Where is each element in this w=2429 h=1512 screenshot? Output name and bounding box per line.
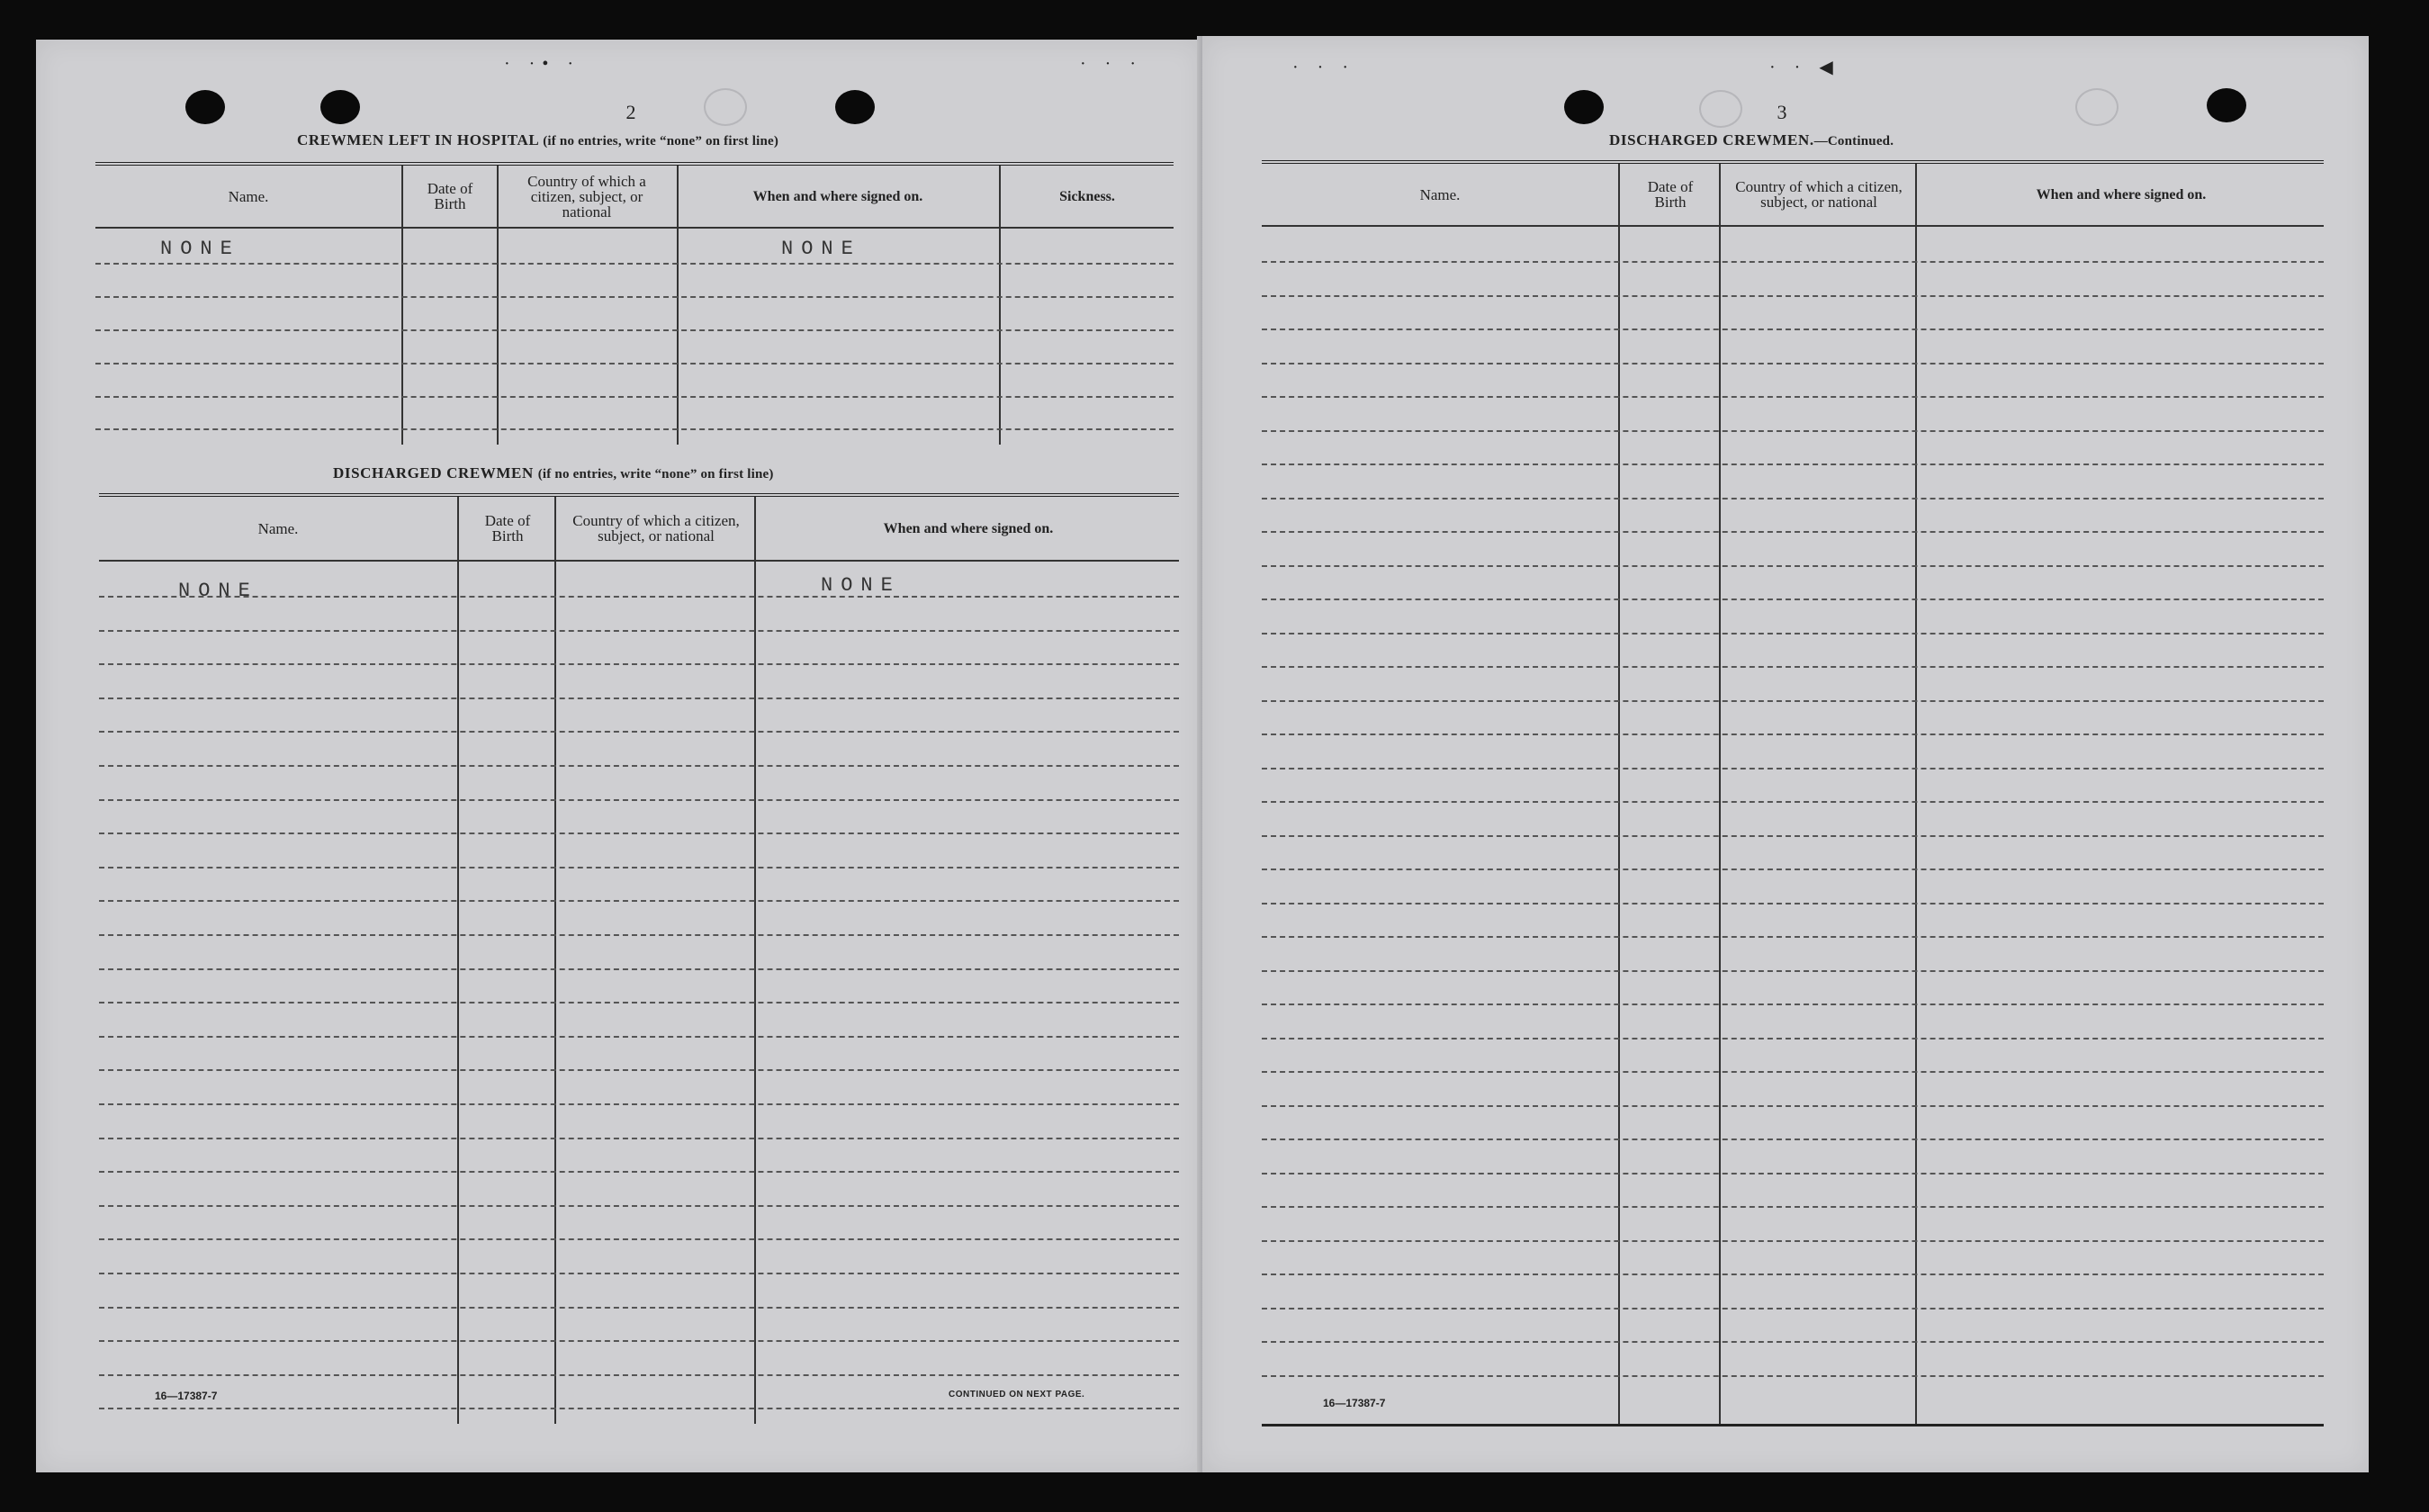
hospital-table	[95, 162, 1174, 445]
table-row	[1262, 633, 2324, 634]
table-row	[1262, 1240, 2324, 1242]
continued-title-text: DISCHARGED CREWMEN.	[1609, 131, 1814, 148]
form-code: 16—17387-7	[1323, 1397, 1386, 1409]
table-row	[1262, 700, 2324, 702]
hospital-title-note: (if no entries, write “none” on first line)	[543, 134, 779, 148]
continued-note: CONTINUED ON NEXT PAGE.	[949, 1390, 1085, 1400]
table-row	[99, 1002, 1179, 1004]
table-row	[1262, 801, 2324, 803]
left-page: · ·• · · · · 2 CREWMEN LEFT IN HOSPITAL (if no entries, write “none” on first line) Name. Date of Birth Country of which a citizen, subject, or national When and where signed on. Sickness. NONE NONE DISCHARGED CREWMEN (if no entries, write “none” on first line) Name. Date of Birth Country of which a citizen, subject, or national When and where signed on. NONE NONE 16—17387-7 CONTINUED ON NEXT PAGE.	[36, 40, 1202, 1472]
table-row	[1262, 261, 2324, 263]
table-row	[99, 900, 1179, 902]
punch-hole-icon	[835, 90, 875, 124]
table-row	[1262, 598, 2324, 600]
table-row	[1262, 565, 2324, 567]
table-row	[1262, 1071, 2324, 1073]
table-row	[1262, 396, 2324, 398]
col-name: Name.	[228, 187, 269, 205]
table-row	[99, 1340, 1179, 1342]
discharged-section-title	[333, 464, 774, 482]
table-row	[99, 765, 1179, 767]
col-signed-on: When and where signed on.	[883, 520, 1054, 536]
table-row	[99, 1374, 1179, 1376]
table-row	[1262, 936, 2324, 938]
table-row	[1262, 1375, 2324, 1377]
table-row	[99, 1408, 1179, 1409]
punch-hole-icon	[185, 90, 225, 124]
table-row	[1262, 295, 2324, 297]
table-row	[99, 596, 1179, 598]
table-row	[1262, 1206, 2324, 1208]
table-row	[99, 832, 1179, 834]
table-row	[99, 1036, 1179, 1038]
discharged-name-entry: NONE	[178, 580, 258, 602]
form-code: 16—17387-7	[155, 1390, 218, 1402]
col-country: Country of which a citizen, subject, or national	[527, 172, 646, 220]
punch-hole-icon	[704, 88, 747, 126]
table-row	[99, 1205, 1179, 1207]
discharged-table	[99, 493, 1179, 1429]
page-number: 3	[1777, 101, 1787, 123]
punch-hole-icon	[320, 90, 360, 124]
hospital-name-entry: NONE	[160, 238, 240, 260]
table-row	[1262, 1138, 2324, 1140]
table-row	[1262, 430, 2324, 432]
table-row	[99, 1273, 1179, 1274]
continued-table-header	[1262, 164, 2324, 227]
table-row	[1262, 868, 2324, 870]
table-row	[99, 1238, 1179, 1240]
page-number: 2	[625, 101, 636, 123]
table-row	[1262, 328, 2324, 330]
discharged-title-text: DISCHARGED CREWMEN	[333, 464, 534, 482]
punch-hole-icon	[2075, 88, 2119, 126]
punch-hole-icon	[1699, 90, 1742, 128]
col-date-of-birth: Date of Birth	[427, 180, 473, 212]
table-row	[99, 1171, 1179, 1173]
table-row	[99, 1307, 1179, 1309]
col-name: Name.	[1419, 185, 1461, 203]
table-row	[1262, 531, 2324, 533]
col-signed-on: When and where signed on.	[752, 188, 923, 204]
table-row	[99, 1103, 1179, 1105]
table-row	[1262, 1308, 2324, 1310]
table-row	[1262, 903, 2324, 904]
discharged-title-note: (if no entries, write “none” on first line)	[537, 467, 774, 482]
table-row	[99, 731, 1179, 733]
right-page: · · · · · ◀ 3 DISCHARGED CREWMEN.—Continued. Name. Date of Birth Country of which a citizen, subject, or national When and where signed on. 16—17387-7	[1202, 36, 2369, 1472]
table-row	[1262, 1341, 2324, 1343]
hospital-signed-on-entry: NONE	[781, 238, 861, 260]
col-country: Country of which a citizen, subject, or national	[1735, 178, 1903, 211]
table-row	[1262, 498, 2324, 500]
col-signed-on: When and where signed on.	[2036, 186, 2207, 202]
table-row	[99, 867, 1179, 868]
table-row	[99, 1138, 1179, 1139]
discharged-continued-title	[1609, 131, 1894, 149]
punch-hole-icon	[1564, 90, 1604, 124]
table-row	[1262, 768, 2324, 770]
table-row	[1262, 363, 2324, 364]
table-row	[99, 1069, 1179, 1071]
col-date-of-birth: Date of Birth	[484, 512, 531, 544]
table-row	[1262, 734, 2324, 735]
table-row	[1262, 1038, 2324, 1040]
discharged-signed-on-entry: NONE	[821, 574, 901, 597]
punch-hole-icon	[2207, 88, 2246, 122]
table-row	[1262, 970, 2324, 972]
table-row	[99, 698, 1179, 699]
table-row	[1262, 1274, 2324, 1275]
table-row	[1262, 835, 2324, 837]
col-name: Name.	[257, 519, 299, 537]
hospital-section-title	[297, 131, 778, 149]
table-row	[99, 968, 1179, 970]
continued-title-suffix: —Continued.	[1813, 134, 1894, 148]
discharged-continued-table	[1262, 160, 2324, 1426]
table-row	[1262, 666, 2324, 668]
table-row	[1262, 1105, 2324, 1107]
table-row	[99, 799, 1179, 801]
table-row	[99, 934, 1179, 936]
hospital-table-header	[95, 166, 1174, 229]
hospital-title-text: CREWMEN LEFT IN HOSPITAL	[297, 131, 539, 148]
col-date-of-birth: Date of Birth	[1647, 178, 1694, 211]
table-row	[1262, 464, 2324, 465]
discharged-table-header	[99, 497, 1179, 562]
table-row	[99, 630, 1179, 632]
table-row	[99, 663, 1179, 665]
table-row	[1262, 1004, 2324, 1005]
col-country: Country of which a citizen, subject, or national	[572, 512, 740, 544]
col-sickness: Sickness.	[1059, 188, 1115, 204]
table-row	[1262, 1173, 2324, 1174]
